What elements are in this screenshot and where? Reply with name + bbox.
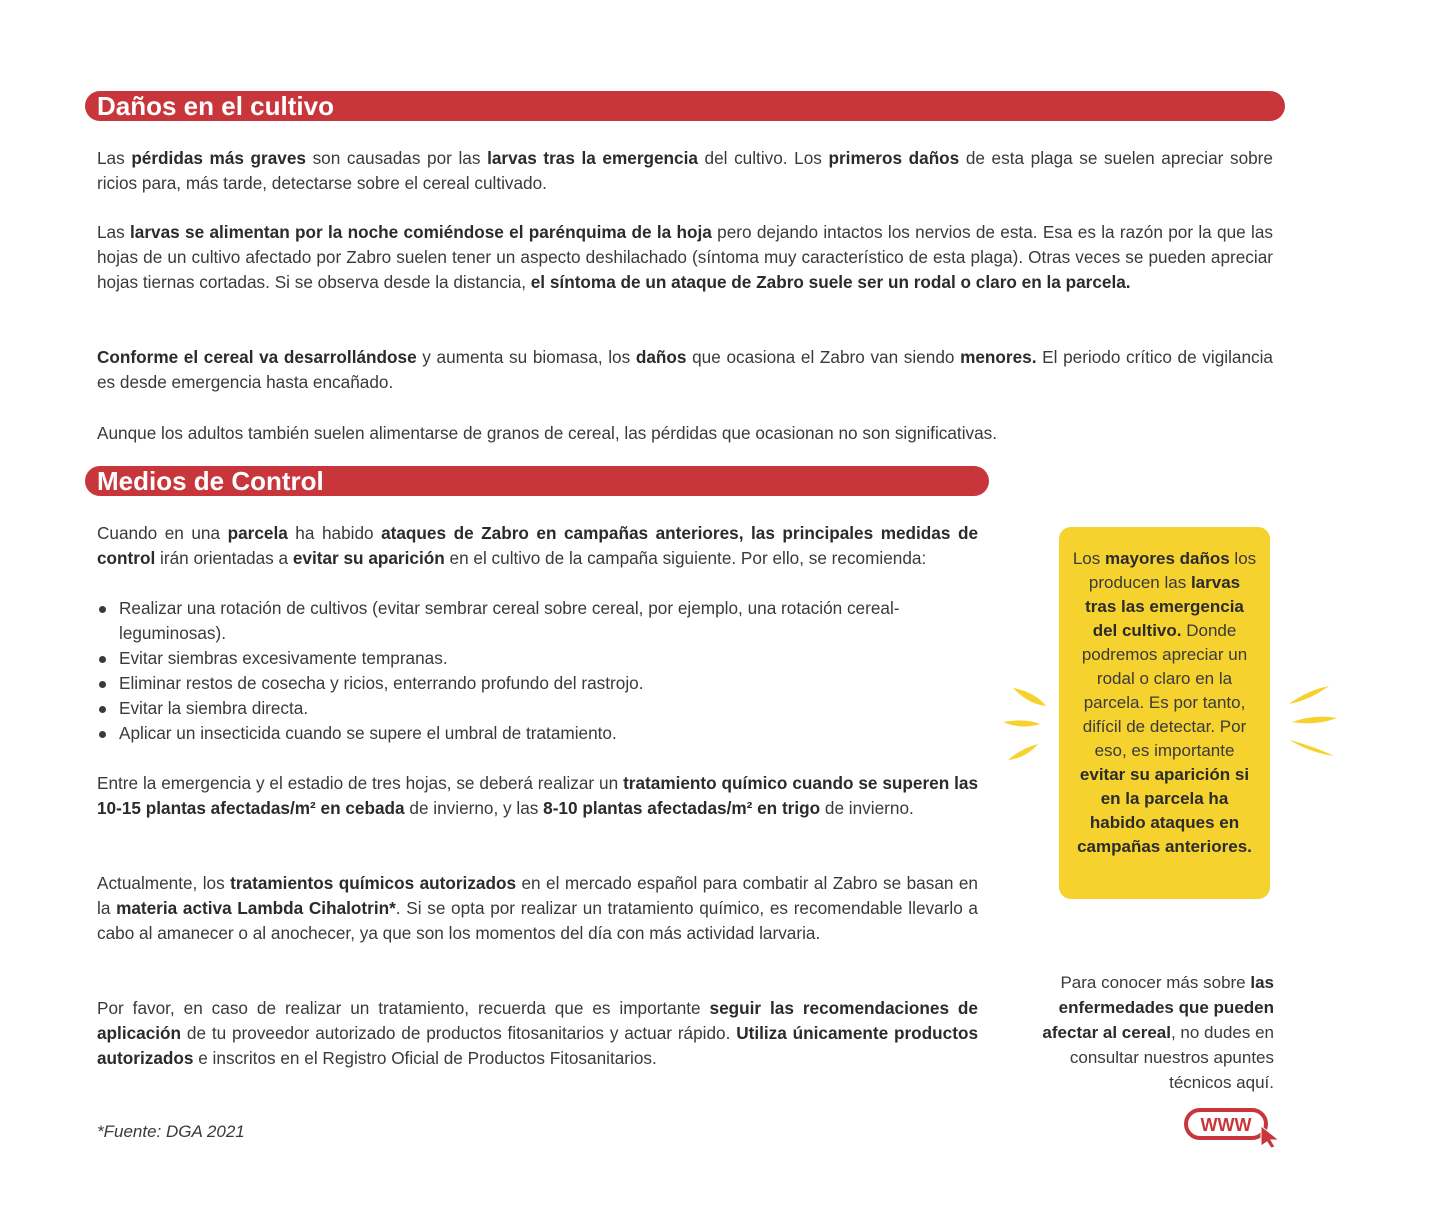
source-note: *Fuente: DGA 2021 bbox=[97, 1122, 245, 1141]
paragraph-tratamiento: Entre la emergencia y el estadio de tres hojas, se deberá realizar un tratamiento químico cuando se superen las 10-15 plantas afectadas/m² en cebada de invierno, y las 8-10 plantas afectadas/m² en trigo de invierno. bbox=[97, 773, 978, 818]
www-label: WWW bbox=[1200, 1115, 1252, 1135]
paragraph-larvas: Las larvas se alimentan por la noche comiéndose el parénquima de la hoja pero dejando intactos los nervios de esta. Esa es la razón por la que las hojas de un cultivo afectado por Zabro suelen tener un aspecto deshilachado (síntoma muy característico de esta plaga). Otras veces se pueden apreciar hojas tiernas cortadas. Si se observa desde la distancia, el síntoma de un ataque de Zabro suele ser un rodal o claro en la parcela. bbox=[97, 222, 1273, 292]
www-link[interactable] bbox=[1183, 1106, 1283, 1155]
list-item: Aplicar un insecticida cuando se supere el umbral de tratamiento. bbox=[97, 721, 978, 746]
paragraph-por-favor: Por favor, en caso de realizar un tratamiento, recuerda que es importante seguir las recomendaciones de aplicación de tu proveedor autorizado de productos fitosanitarios y actuar rápido. Utiliza únicamente productos autorizados e inscritos en el Registro Oficial de Productos Fitosanitarios. bbox=[97, 998, 979, 1068]
paragraph-conforme: Conforme el cereal va desarrollándose y aumenta su biomasa, los daños que ocasiona el Zabro van siendo menores. El periodo crítico de vigilancia es desde emergencia hasta encañado. bbox=[97, 347, 1273, 392]
www-cursor-icon bbox=[1183, 1106, 1283, 1148]
paragraph-intro-control: Cuando en una parcela ha habido ataques de Zabro en campañas anteriores, las principales medidas de control irán orientadas a evitar su aparición en el cultivo de la campaña siguiente. Por ello, se recomienda: bbox=[97, 523, 979, 568]
list-item: Eliminar restos de cosecha y ricios, enterrando profundo del rastrojo. bbox=[97, 671, 978, 696]
list-item: Evitar siembras excesivamente tempranas. bbox=[97, 646, 978, 671]
section-title-medios: Medios de Control bbox=[85, 466, 989, 496]
paragraph-adultos: Aunque los adultos también suelen alimentarse de granos de cereal, las pérdidas que ocasionan no son significativas. bbox=[97, 423, 998, 443]
more-info-text: Para conocer más sobre las enfermedades que pueden afectar al cereal, no dudes en consultar nuestros apuntes técnicos aquí. bbox=[1042, 973, 1274, 1092]
list-item: Evitar la siembra directa. bbox=[97, 696, 978, 721]
paragraph-actualmente: Actualmente, los tratamientos químicos autorizados en el mercado español para combatir al Zabro se basan en la materia activa Lambda Cihalotrin*. Si se opta por realizar un tratamiento químico, es recomendable llevarlo a cabo al amanecer o al anochecer, ya que son los momentos del día con más actividad larvaria. bbox=[97, 873, 978, 943]
section-title-danos: Daños en el cultivo bbox=[85, 91, 1285, 121]
list-item: Realizar una rotación de cultivos (evitar sembrar cereal sobre cereal, por ejemplo, una rotación cereal-leguminosas). bbox=[97, 596, 978, 646]
callout-box: Los mayores daños los producen las larvas tras las emergencia del cultivo. Donde podremos apreciar un rodal o claro en la parcela. Es por tanto, difícil de detectar. Por eso, es importante evitar su aparición si en la parcela ha habido ataques en campañas anteriores. bbox=[1059, 527, 1270, 899]
paragraph-perdidas: Las pérdidas más graves son causadas por las larvas tras la emergencia del cultivo. Los primeros daños de esta plaga se suelen apreciar sobre ricios para, más tarde, detectarse sobre el cereal cultivado. bbox=[97, 148, 1273, 193]
